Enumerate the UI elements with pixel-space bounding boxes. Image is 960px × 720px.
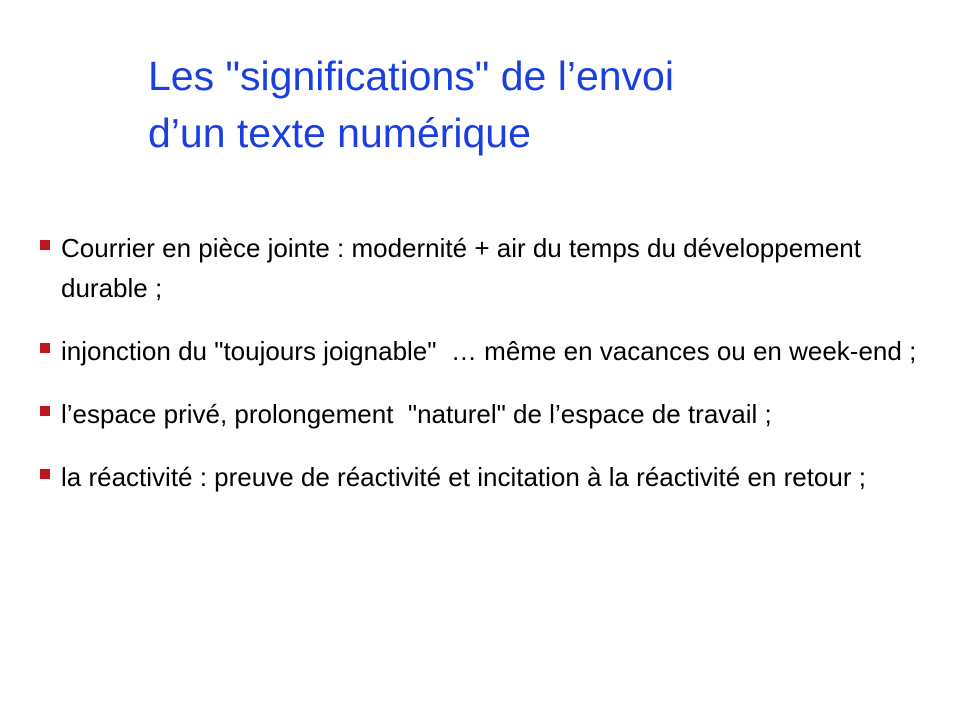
slide-title — [148, 48, 888, 162]
bullet-text-1: Courrier en pièce jointe : modernité + air du temps du développement durable ; — [61, 233, 869, 303]
bullet-item-1 — [38, 228, 938, 308]
slide-title-line-1: Les "significations" de l’envoi — [148, 53, 674, 99]
bullet-item-2 — [38, 331, 938, 371]
square-bullet-icon — [40, 240, 50, 250]
bullet-item-3 — [38, 394, 938, 434]
square-bullet-icon — [40, 469, 50, 479]
bullet-text-2: injonction du "toujours joignable" … même en vacances ou en week-end ; — [61, 336, 917, 366]
slide-title-line-2: d’un texte numérique — [148, 110, 531, 156]
bullet-text-4: la réactivité : preuve de réactivité et incitation à la réactivité en retour ; — [61, 462, 866, 492]
square-bullet-icon — [40, 406, 50, 416]
bullet-item-4 — [38, 457, 938, 497]
bullet-text-3: l’espace privé, prolongement "naturel" de l’espace de travail ; — [61, 399, 772, 429]
bullet-list — [38, 228, 938, 520]
square-bullet-icon — [40, 343, 50, 353]
